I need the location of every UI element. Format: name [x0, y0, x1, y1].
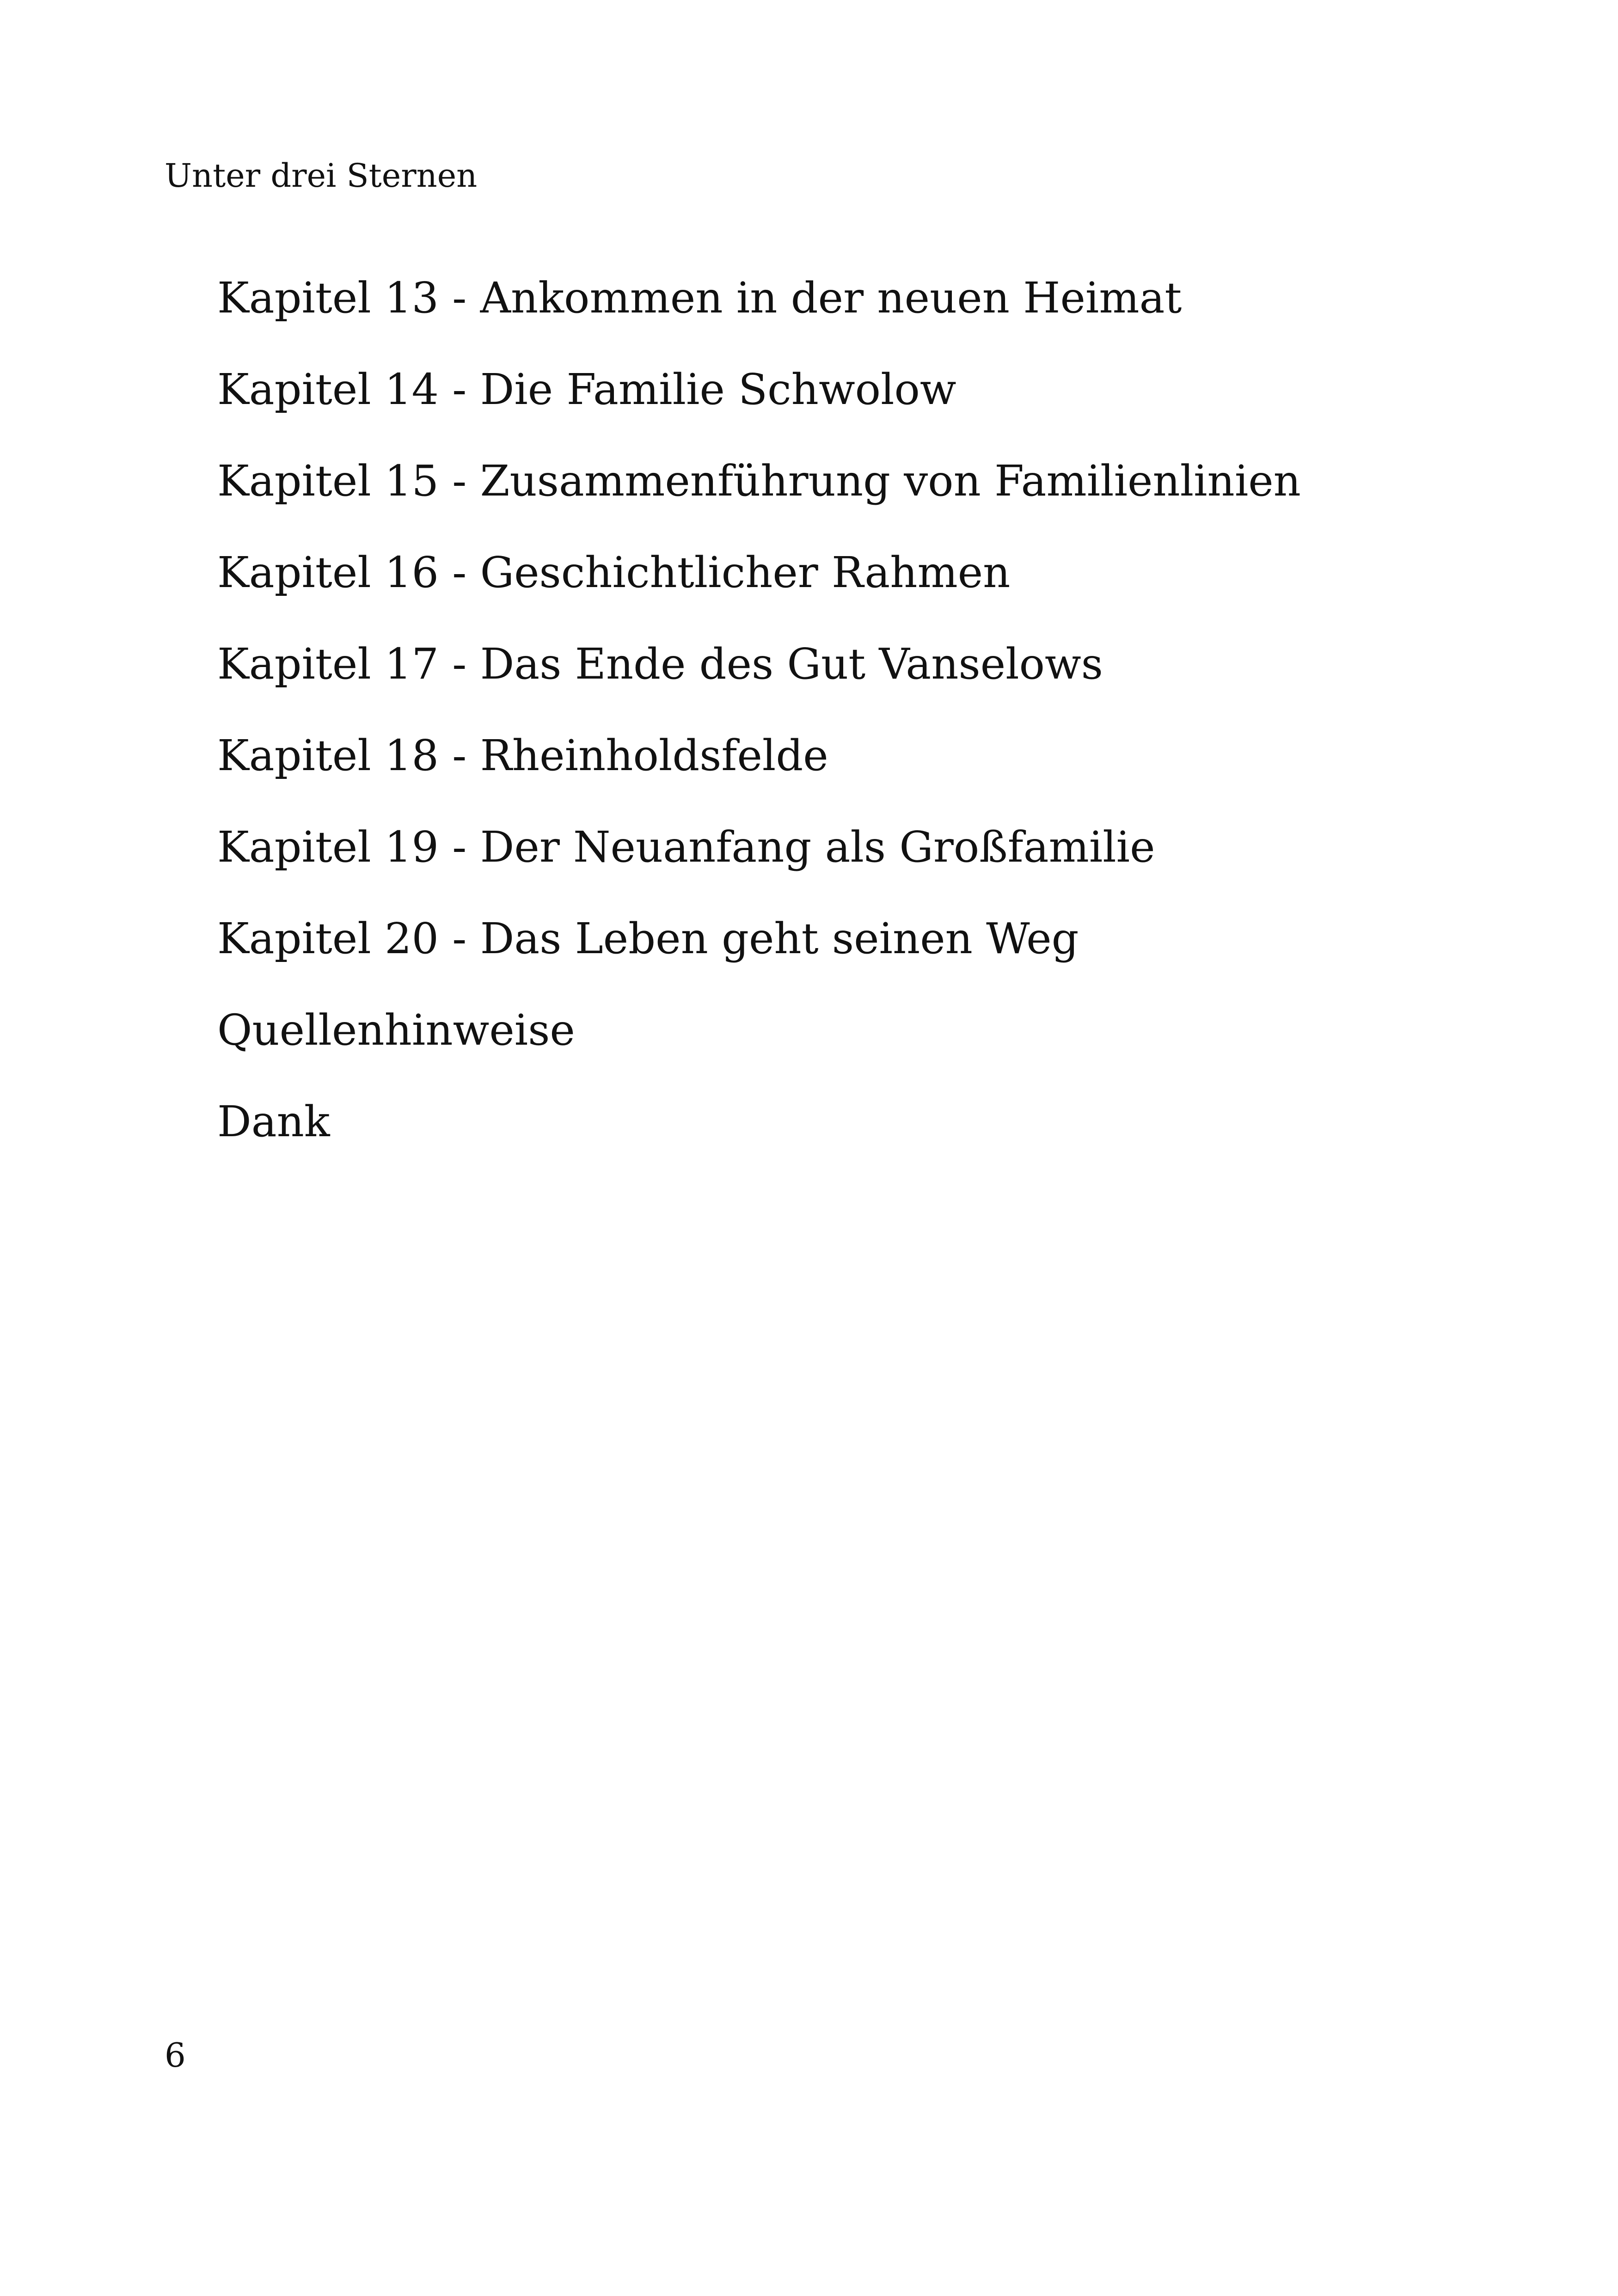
toc-entry: Kapitel 20 - Das Leben geht seinen Weg: [217, 914, 1079, 963]
table-of-contents: [217, 270, 1301, 1186]
toc-entry: Dank: [217, 1097, 330, 1146]
toc-entry: Kapitel 18 - Rheinholdsfelde: [217, 731, 828, 780]
running-header: Unter drei Sternen: [165, 157, 478, 195]
page-number: 6: [165, 2036, 186, 2075]
toc-entry: Kapitel 16 - Geschichtlicher Rahmen: [217, 548, 1011, 597]
toc-entry: Kapitel 19 - Der Neuanfang als Großfamilie: [217, 822, 1155, 872]
toc-entry: Quellenhinweise: [217, 1005, 575, 1055]
toc-entry: Kapitel 15 - Zusammenführung von Familienlinien: [217, 456, 1301, 506]
toc-entry: Kapitel 14 - Die Familie Schwolow: [217, 365, 956, 414]
toc-entry: Kapitel 17 - Das Ende des Gut Vanselows: [217, 639, 1103, 689]
toc-entry: Kapitel 13 - Ankommen in der neuen Heimat: [217, 273, 1182, 323]
